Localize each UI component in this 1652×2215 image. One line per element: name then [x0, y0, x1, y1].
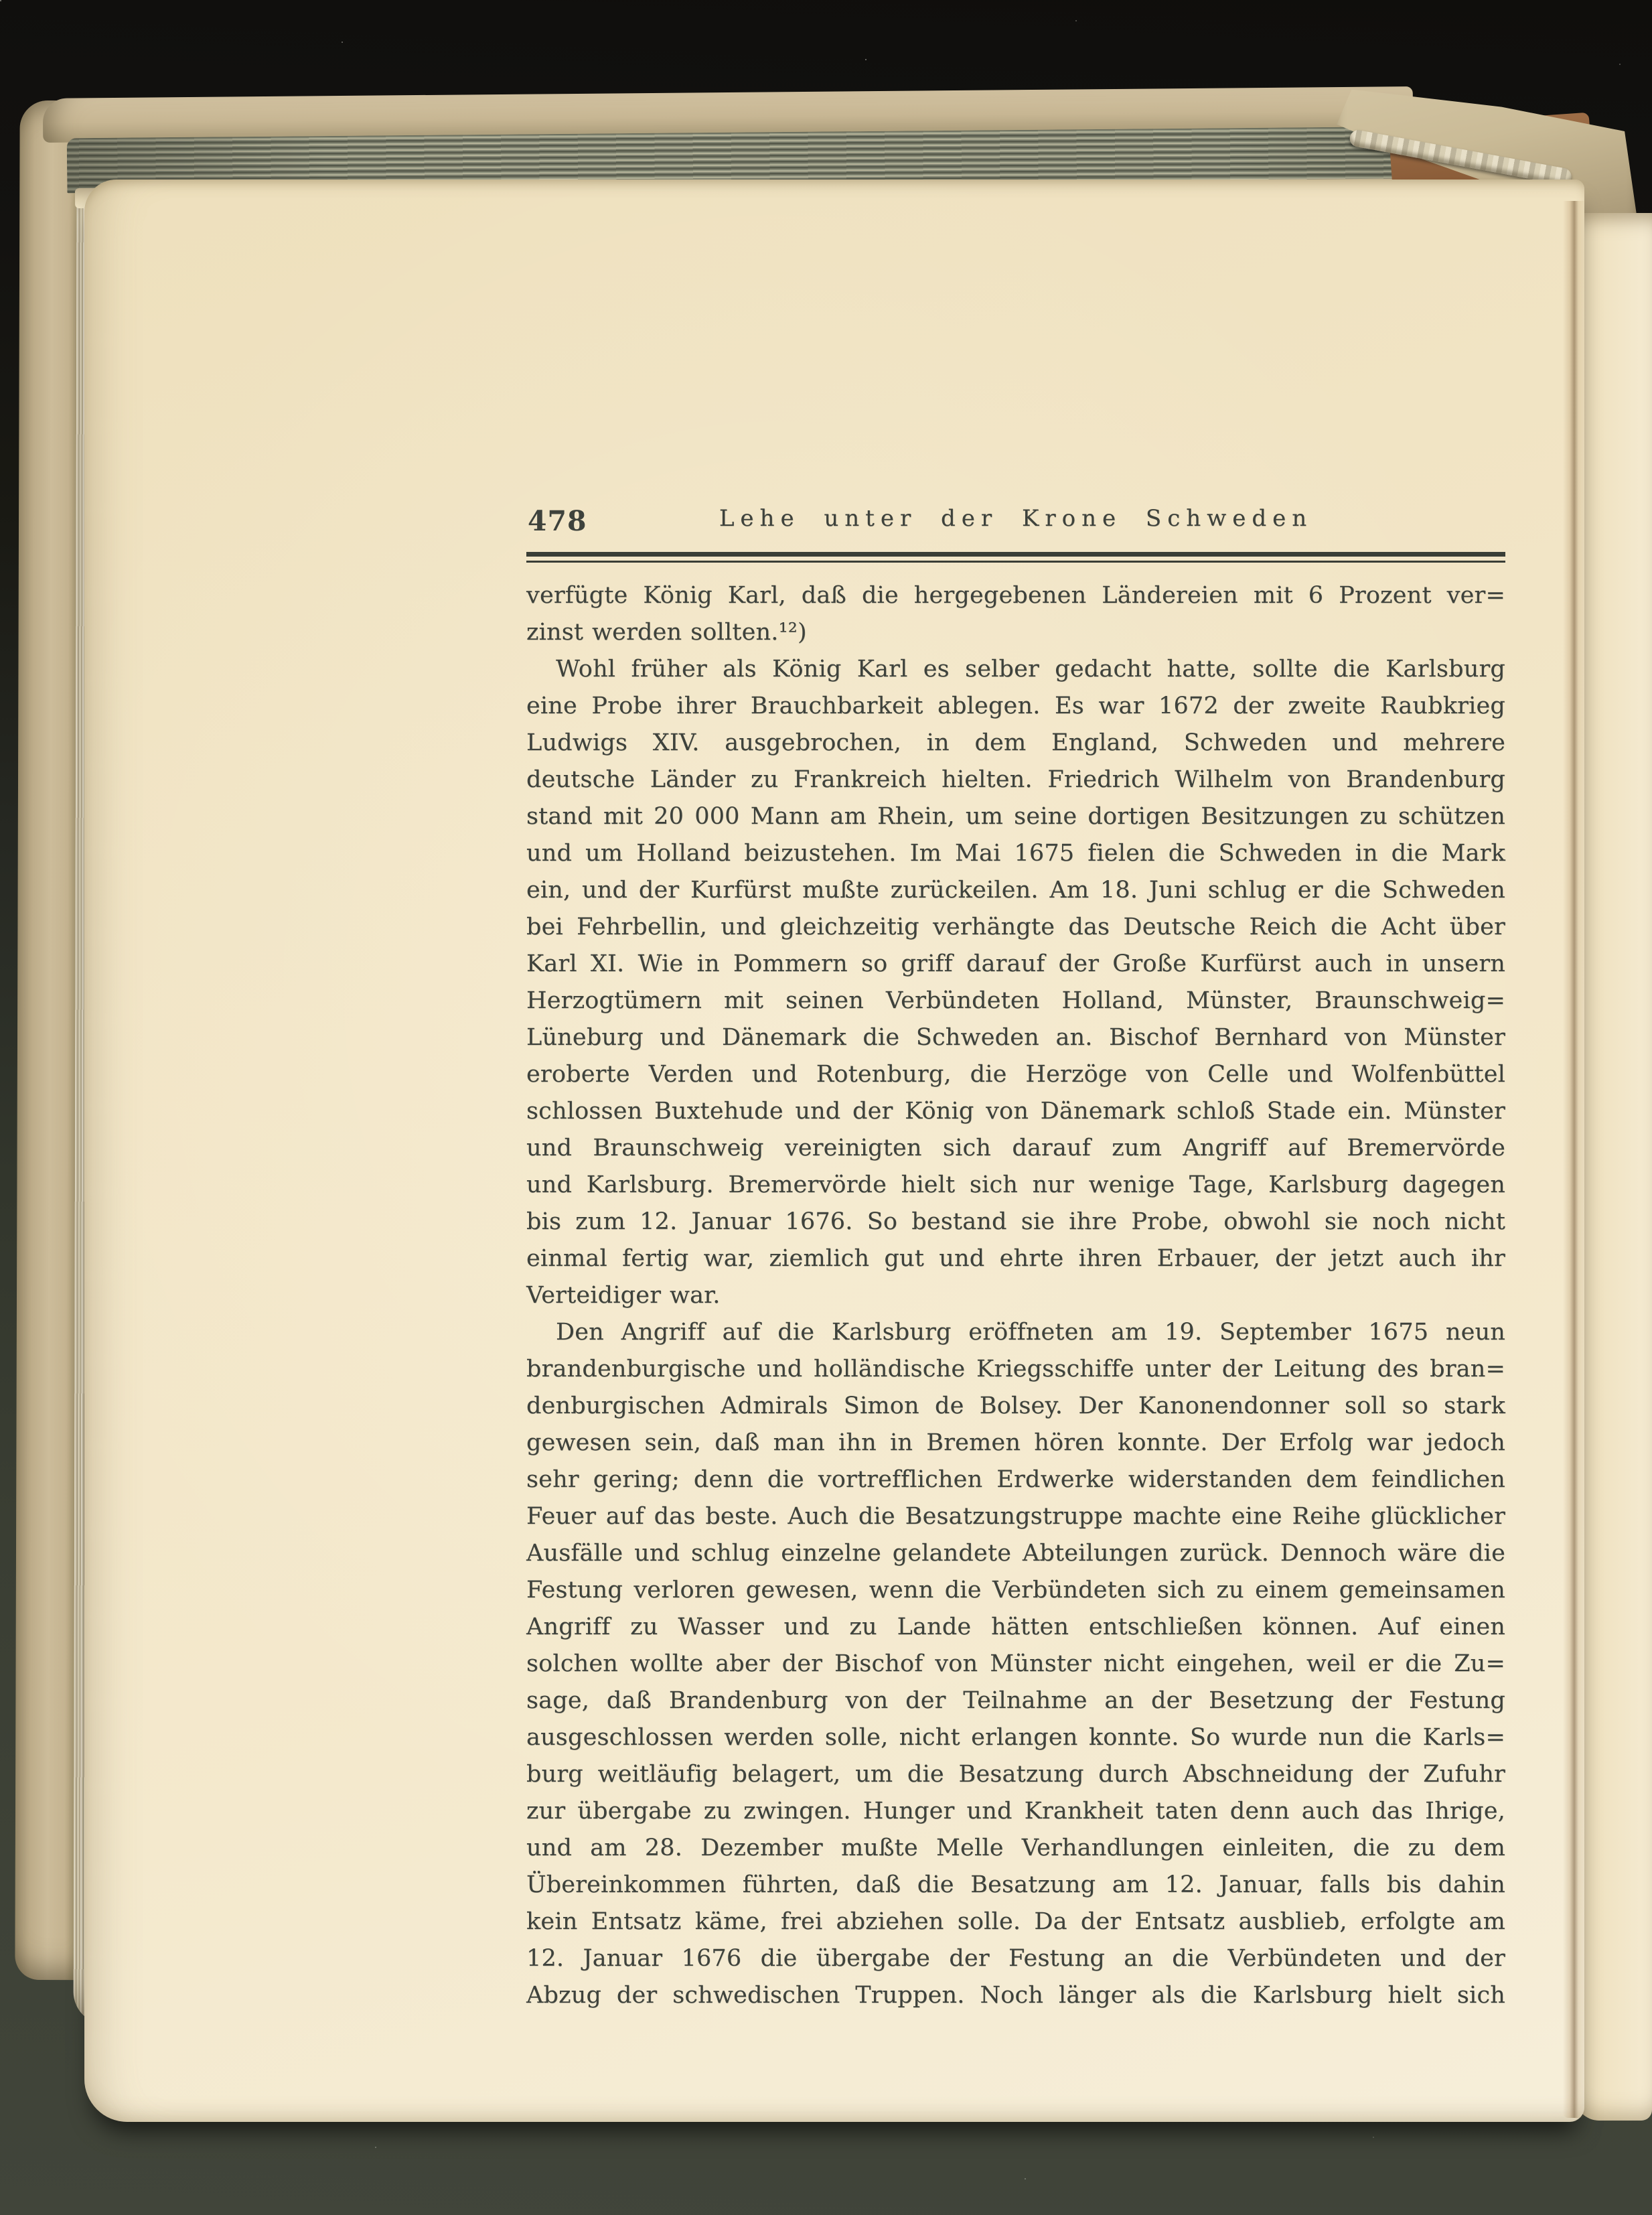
text-line: Herzogtümern mit seinen Verbündeten Holland, Münster, Braunschweig=: [526, 987, 1505, 1014]
page-number: 478: [528, 505, 587, 537]
text-line: deutsche Länder zu Frankreich hielten. Friedrich Wilhelm von Brandenburg: [526, 766, 1505, 793]
text-line: Abzug der schwedischen Truppen. Noch länger als die Karlsburg hielt sich: [526, 1982, 1505, 2009]
gutter-fold: [1563, 201, 1586, 2118]
text-line: Verteidiger war.: [526, 1282, 721, 1309]
text-line: eine Probe ihrer Brauchbarkeit ablegen. Es war 1672 der zweite Raubkrieg: [526, 693, 1505, 719]
text-line: verfügte König Karl, daß die hergegebenen Ländereien mit 6 Prozent ver=: [526, 582, 1505, 609]
text-line: stand mit 20 000 Mann am Rhein, um seine dortigen Besitzungen zu schützen: [526, 803, 1505, 830]
dust-specks: [0, 0, 1, 1]
text-line: Karl XI. Wie in Pommern so griff darauf der Große Kurfürst auch in unsern: [526, 950, 1505, 977]
text-line: einmal fertig war, ziemlich gut und ehrte ihren Erbauer, der jetzt auch ihr: [526, 1245, 1505, 1272]
text-line: Übereinkommen führten, daß die Besatzung am 12. Januar, falls bis dahin: [526, 1871, 1505, 1898]
text-line: ausgeschlossen werden solle, nicht erlangen konnte. So wurde nun die Karls=: [526, 1724, 1505, 1751]
text-line: denburgischen Admirals Simon de Bolsey. Der Kanonendonner soll so stark: [526, 1392, 1505, 1419]
text-line: sehr gering; denn die vortrefflichen Erdwerke widerstanden dem feindlichen: [526, 1466, 1505, 1493]
text-line: und Braunschweig vereinigten sich darauf zum Angriff auf Bremervörde: [526, 1135, 1505, 1161]
page-header: [526, 505, 1505, 544]
header-rule: [526, 552, 1505, 563]
text-line: Den Angriff auf die Karlsburg eröffneten am 19. September 1675 neun: [556, 1319, 1505, 1346]
text-line: Feuer auf das beste. Auch die Besatzungstruppe machte eine Reihe glücklicher: [526, 1503, 1505, 1530]
text-line: Festung verloren gewesen, wenn die Verbündeten sich zu einem gemeinsamen: [526, 1577, 1505, 1603]
text-line: solchen wollte aber der Bischof von Münster nicht eingehen, weil er die Zu=: [526, 1650, 1505, 1677]
text-block: [526, 505, 1505, 2014]
text-line: Ausfälle und schlug einzelne gelandete Abteilungen zurück. Dennoch wäre die: [526, 1540, 1505, 1567]
text-line: burg weitläufig belagert, um die Besatzung durch Abschneidung der Zufuhr: [526, 1761, 1505, 1788]
text-line: 12. Januar 1676 die übergabe der Festung an die Verbündeten und der: [526, 1945, 1505, 1972]
text-line: und am 28. Dezember mußte Melle Verhandlungen einleiten, die zu dem: [526, 1835, 1505, 1861]
facing-page-edge: [1575, 213, 1652, 2121]
text-line: ein, und der Kurfürst mußte zurückeilen. Am 18. Juni schlug er die Schweden: [526, 877, 1505, 904]
text-line: bis zum 12. Januar 1676. So bestand sie ihre Probe, obwohl sie noch nicht: [526, 1208, 1505, 1235]
text-line: gewesen sein, daß man ihn in Bremen hören konnte. Der Erfolg war jedoch: [526, 1429, 1505, 1456]
text-line: und Karlsburg. Bremervörde hielt sich nur wenige Tage, Karlsburg dagegen: [526, 1171, 1505, 1198]
text-line: zur übergabe zu zwingen. Hunger und Krankheit taten denn auch das Ihrige,: [526, 1798, 1505, 1825]
text-line: sage, daß Brandenburg von der Teilnahme an der Besetzung der Festung: [526, 1687, 1505, 1714]
body-text: [526, 577, 1505, 2014]
text-line: Ludwigs XIV. ausgebrochen, in dem England, Schweden und mehrere: [526, 729, 1505, 756]
text-line: schlossen Buxtehude und der König von Dänemark schloß Stade ein. Münster: [526, 1098, 1505, 1125]
running-header: Lehe unter der Krone Schweden: [719, 505, 1313, 532]
book-page: [84, 180, 1584, 2122]
text-line: kein Entsatz käme, frei abziehen solle. Da der Entsatz ausblieb, erfolgte am: [526, 1908, 1505, 1935]
text-line: eroberte Verden und Rotenburg, die Herzöge von Celle und Wolfenbüttel: [526, 1061, 1505, 1088]
text-line: Angriff zu Wasser und zu Lande hätten entschließen können. Auf einen: [526, 1614, 1505, 1640]
text-line: Lüneburg und Dänemark die Schweden an. Bischof Bernhard von Münster: [526, 1024, 1505, 1051]
text-line: zinst werden sollten.¹²): [526, 619, 807, 646]
text-line: bei Fehrbellin, und gleichzeitig verhängte das Deutsche Reich die Acht über: [526, 914, 1505, 940]
text-line: und um Holland beizustehen. Im Mai 1675 fielen die Schweden in die Mark: [526, 840, 1505, 867]
text-line: brandenburgische und holländische Kriegsschiffe unter der Leitung des bran=: [526, 1356, 1505, 1382]
text-line: Wohl früher als König Karl es selber gedacht hatte, sollte die Karlsburg: [556, 656, 1505, 683]
